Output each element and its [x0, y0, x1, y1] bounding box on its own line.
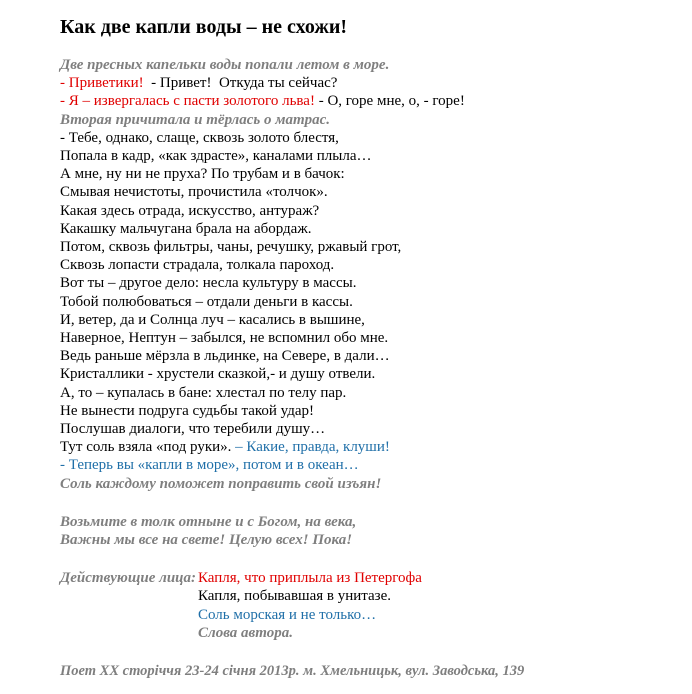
intro-narration: Две пресных капельки воды попали летом в море. — [60, 57, 390, 73]
verse-line: Потом, сквозь фильтры, чаны, речушку, ржавый грот, — [60, 239, 402, 256]
verse-line: Какая здесь отрада, искусство, антураж? — [60, 202, 320, 219]
poem-title: Как две капли воды – не схожи! — [60, 16, 348, 38]
dialog-2-reply: - О, горе мне, о, - горе! — [314, 93, 465, 110]
cast-item-salt: Соль морская и не только… — [198, 606, 377, 623]
cast-row-4 — [60, 624, 680, 642]
dialog-line-1 — [60, 74, 680, 92]
salt-line — [60, 438, 680, 456]
salt-line-text: Тут соль взяла «под руки». — [60, 439, 232, 456]
verse-block — [60, 129, 680, 438]
verse-line: Послушав диалоги, что теребили душу… — [60, 421, 326, 438]
cast-row-3 — [60, 606, 680, 624]
dialog-1-red-text: - Приветики! — [60, 75, 144, 92]
verse-line: Не вынести подруга судьбы такой удар! — [60, 402, 315, 419]
second-narration: Вторая причитала и тёрлась о матрас. — [60, 111, 331, 128]
verse-line: Какашку мальчугана брала на абордаж. — [60, 220, 312, 237]
spacer — [60, 493, 680, 513]
verse-line: А, то – купалась в бане: хлестал по телу пар. — [60, 384, 347, 401]
verse-line: - Тебе, однако, слаще, сквозь золото блестя, — [60, 129, 339, 146]
spacer — [60, 549, 680, 569]
closing-narration: Соль каждому поможет поправить свой изъян! — [60, 475, 382, 492]
cast-item-author: Слова автора. — [198, 624, 293, 641]
moral-line-1: Возьмите в толк отныне и с Богом, на века, — [60, 513, 357, 530]
verse-line: Сквозь лопасти страдала, толкала пароход. — [60, 257, 335, 274]
cast-item-petergof-drop: Капля, что приплыла из Петергофа — [198, 570, 422, 587]
verse-line: Смывая нечистоты, прочистила «толчок». — [60, 184, 328, 201]
dialog-line-2 — [60, 92, 680, 110]
verse-line: А мне, ну ни не пруха? По трубам и в бачок: — [60, 166, 345, 183]
moral-line-2: Важны мы все на свете! Целую всех! Пока! — [60, 532, 353, 549]
cast-row-1 — [60, 569, 680, 587]
verse-line: Ведь раньше мёрзла в льдинке, на Севере, в дали… — [60, 348, 390, 365]
salt-line-blue-text: – Какие, правда, клуши! — [231, 439, 390, 456]
cast-heading: Действующие лица: — [60, 570, 197, 587]
cast-row-2 — [60, 587, 680, 605]
cast-list — [60, 569, 680, 642]
spacer — [60, 642, 680, 662]
verse-line: Кристаллики - хрустели сказкой,- и душу отвели. — [60, 366, 376, 383]
author-signature: Поет ХХ сторіччя 23-24 січня 2013р. м. Хмельницьк, вул. Заводська, 139 — [60, 663, 525, 680]
cast-item-toilet-drop: Капля, побывавшая в унитазе. — [198, 588, 392, 605]
verse-line: И, ветер, да и Солнца луч – касались в вышине, — [60, 311, 365, 328]
verse-line: Тобой полюбоваться – отдали деньги в кассы. — [60, 293, 353, 310]
verse-line: Вот ты – другое дело: несла культуру в массы. — [60, 275, 357, 292]
verse-line: Наверное, Нептун – забылся, не вспомнил обо мне. — [60, 330, 389, 347]
dialog-2-red-text: - Я – извергалась с пасти золотого льва! — [60, 93, 315, 110]
document-page — [60, 14, 680, 680]
salt-speech-line: - Теперь вы «капли в море», потом и в океан… — [60, 457, 359, 474]
verse-line: Попала в кадр, «как здрасте», каналами плыла… — [60, 148, 372, 165]
dialog-1-reply: - Привет! Откуда ты сейчас? — [143, 75, 338, 92]
